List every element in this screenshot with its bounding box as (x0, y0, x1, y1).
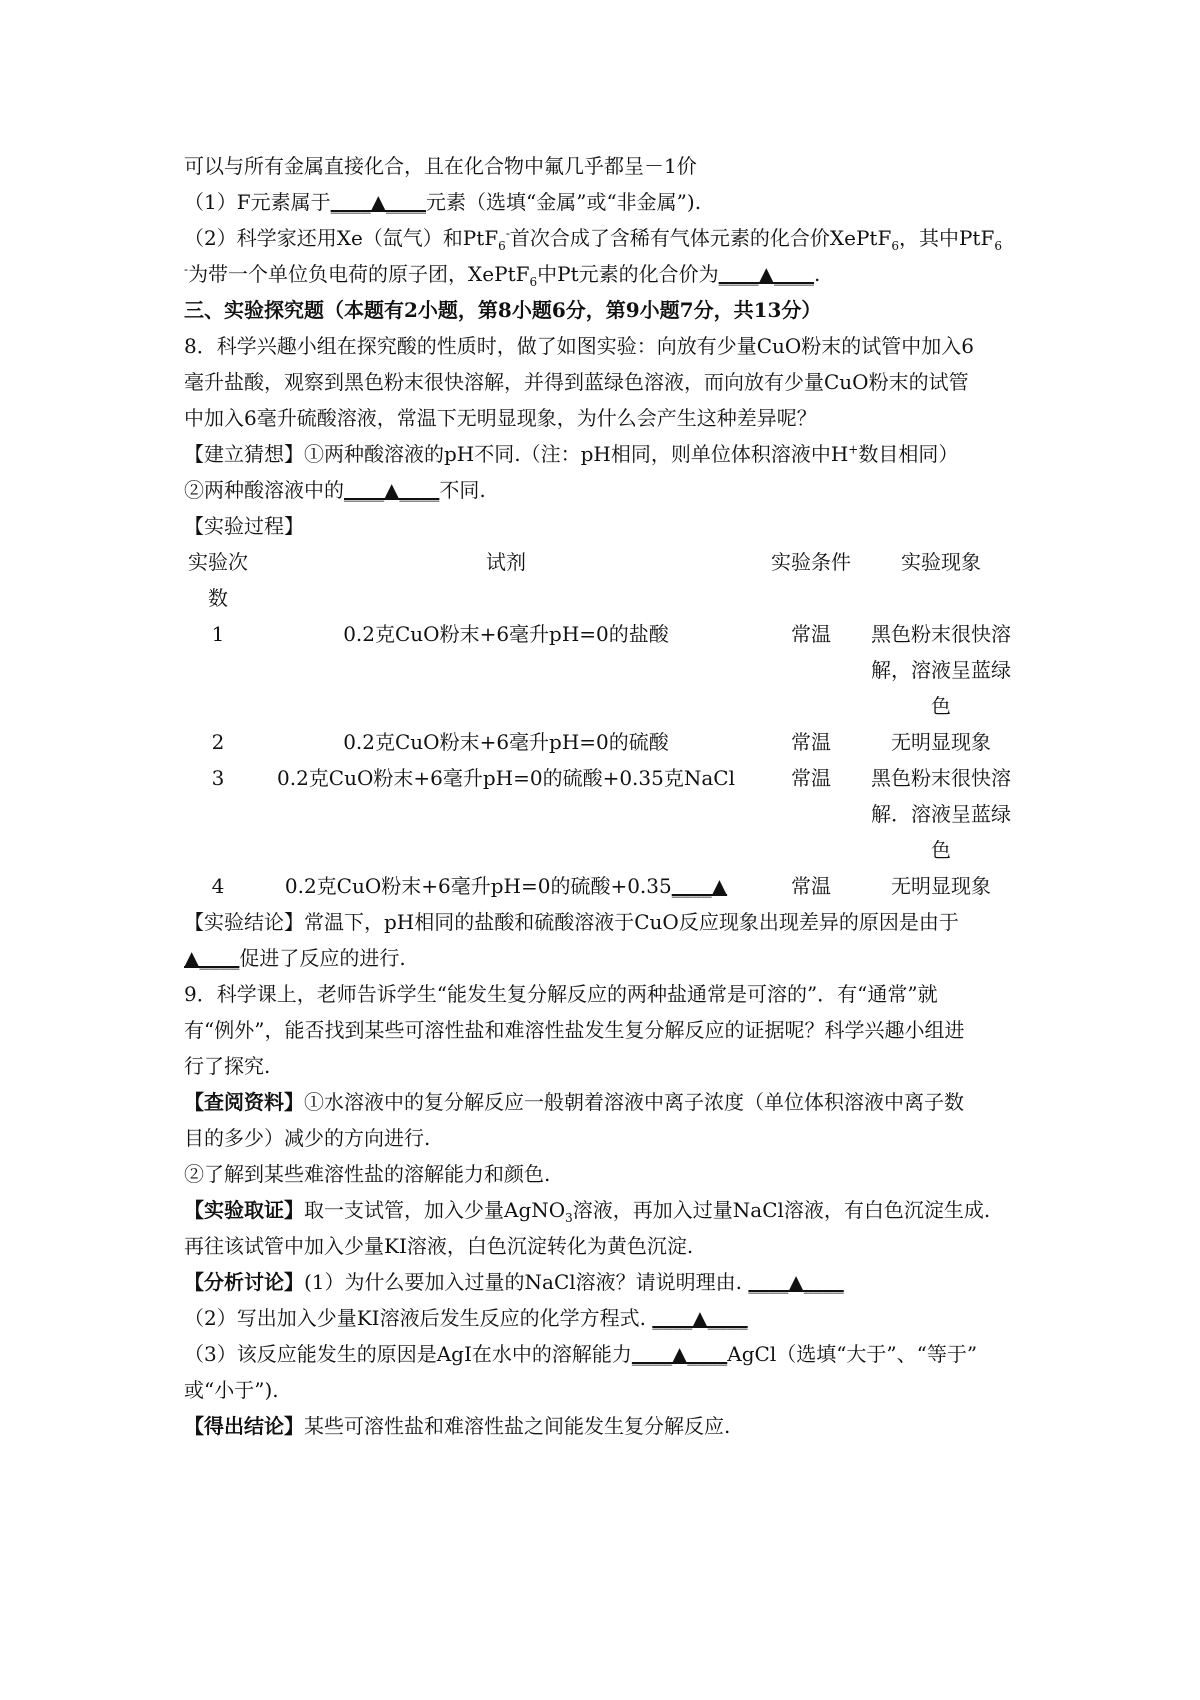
discussion-line (184, 1300, 1024, 1336)
text-span: ②两种酸溶液中的 (184, 478, 344, 502)
observation-line: 色 (931, 694, 951, 718)
reagent-cell: 0.2克CuO粉末+6毫升pH=0的硫酸+0.35克NaCl (276, 766, 735, 790)
observation-cell (866, 616, 1016, 724)
table-row (180, 724, 1016, 760)
reference-line: 目的多少）减少的方向进行. (184, 1126, 431, 1150)
table-row (180, 760, 1016, 868)
text-span: 促进了反应的进行. (239, 946, 406, 970)
subscript: 6 (529, 275, 538, 289)
question-9-intro: 有“例外”，能否找到某些可溶性盐和难溶性盐发生复分解反应的证据呢？科学兴趣小组进 (184, 1018, 965, 1042)
conclusion-line (184, 940, 1024, 976)
text-span: 0.2克CuO粉末+6毫升pH=0的硫酸+0.35 (284, 874, 672, 898)
header-cell: 实验现象 (901, 550, 981, 574)
table-header-row (180, 544, 1016, 616)
section-label: 【分析讨论】 (184, 1270, 304, 1294)
observation-cell (866, 760, 1016, 868)
question-8-intro: 毫升盐酸，观察到黑色粉末很快溶解，并得到蓝绿色溶液，而向放有少量CuO粉末的试管 (184, 370, 969, 394)
subscript: 6 (994, 239, 1002, 253)
superscript: + (848, 442, 859, 457)
section-heading: 三、实验探究题（本题有2小题，第8小题6分，第9小题7分，共13分） (184, 298, 822, 322)
question-8-intro: 中加入6毫升硫酸溶液，常温下无明显现象，为什么会产生这种差异呢？ (184, 406, 817, 430)
observation-cell: 无明显现象 (891, 730, 991, 754)
condition-cell: 常温 (791, 622, 831, 646)
text-span: 元素（选填“金属”或“非金属”). (426, 190, 702, 214)
superscript: - (184, 262, 189, 277)
experiment-line: 再往该试管中加入少量KI溶液，白色沉淀转化为黄色沉淀. (184, 1234, 694, 1258)
section-label: 【得出结论】 (184, 1414, 304, 1438)
superscript: - (505, 226, 510, 241)
row-number: 4 (211, 874, 225, 898)
discussion-line (184, 1264, 1024, 1300)
text-span: （2）科学家还用Xe（氙气）和PtF (184, 226, 499, 250)
answer-blank: ▲____ (184, 946, 240, 970)
observation-cell: 无明显现象 (891, 874, 991, 898)
text-span: 中Pt元素的化合价为 (537, 262, 719, 286)
question-8-intro: 8．科学兴趣小组在探究酸的性质时，做了如图实验：向放有少量CuO粉末的试管中加入6 (184, 334, 975, 358)
row-number: 1 (211, 622, 225, 646)
question-9-intro: 9．科学课上，老师告诉学生“能发生复分解反应的两种盐通常是可溶的”．有“通常”就 (184, 982, 938, 1006)
answer-blank: ____▲____ (748, 1270, 844, 1294)
experiment-line (184, 1192, 1024, 1228)
text-span: 不同. (439, 478, 486, 502)
text-span: ，其中PtF (898, 226, 995, 250)
header-cell (180, 544, 256, 616)
text-span: （2）写出加入少量KI溶液后发生反应的化学方程式. (184, 1306, 646, 1330)
text-span: （1）F元素属于 (184, 190, 331, 214)
document-page (184, 148, 1024, 1444)
observation-line: 黑色粉末很快溶 (871, 622, 1011, 646)
text-span: AgCl（选填“大于”、“等于” (727, 1342, 978, 1366)
question-7-2-line-2 (184, 256, 1024, 292)
condition-cell: 常温 (791, 730, 831, 754)
observation-line: 色 (931, 838, 951, 862)
observation-line: 解，溶液呈蓝绿 (871, 658, 1011, 682)
subscript: 6 (498, 239, 506, 253)
text-span: 取一支试管，加入少量AgNO (304, 1198, 566, 1222)
text-span: . (814, 262, 821, 286)
header-line: 实验次 (188, 550, 248, 574)
text-span: ①水溶液中的复分解反应一般朝着溶液中离子浓度（单位体积溶液中离子数 (304, 1090, 964, 1114)
subscript: 3 (565, 1211, 573, 1225)
text-span: 溶液，再加入过量NaCl溶液，有白色沉淀生成. (572, 1198, 991, 1222)
answer-blank: ____▲____ (718, 262, 815, 286)
text-span: （3）该反应能发生的原因是AgI在水中的溶解能力 (184, 1342, 632, 1366)
text-line: 可以与所有金属直接化合，且在化合物中氟几乎都呈－1价 (184, 154, 697, 178)
hypothesis-2 (184, 472, 1024, 508)
header-cell: 试剂 (486, 550, 526, 574)
row-number: 2 (211, 730, 225, 754)
hypothesis-1 (184, 436, 1024, 472)
answer-blank: ____▲____ (652, 1306, 748, 1330)
discussion-line: 或“小于”). (184, 1378, 279, 1402)
subscript: 6 (891, 239, 899, 253)
table-row (180, 616, 1016, 724)
reference-line (184, 1084, 1024, 1120)
answer-blank: ____▲____ (330, 190, 426, 214)
header-cell: 实验条件 (771, 550, 851, 574)
answer-blank: ____▲____ (631, 1342, 728, 1366)
reagent-cell (256, 868, 756, 904)
answer-blank: ____▲ (671, 874, 728, 898)
text-span: (1）为什么要加入过量的NaCl溶液？请说明理由. (304, 1270, 743, 1294)
experiment-table (180, 544, 1016, 904)
table-row (180, 868, 1016, 904)
conclusion-line: 【实验结论】常温下，pH相同的盐酸和硫酸溶液于CuO反应现象出现差异的原因是由于 (184, 910, 959, 934)
text-span: 为带一个单位负电荷的原子团，XePtF (188, 262, 530, 286)
row-number: 3 (211, 766, 225, 790)
answer-blank: ____▲____ (344, 478, 440, 502)
reagent-cell: 0.2克CuO粉末+6毫升pH=0的硫酸 (343, 730, 669, 754)
text-span: 【建立猜想】①两种酸溶液的pH不同.（注：pH相同，则单位体积溶液中H (184, 442, 849, 466)
process-label: 【实验过程】 (184, 514, 304, 538)
question-7-1 (184, 184, 1024, 220)
condition-cell: 常温 (791, 874, 831, 898)
observation-line: 黑色粉末很快溶 (871, 766, 1011, 790)
question-9-intro: 行了探究. (184, 1054, 271, 1078)
discussion-line (184, 1336, 1024, 1372)
question-7-2-line-1 (184, 220, 1024, 256)
observation-line: 解．溶液呈蓝绿 (871, 802, 1011, 826)
section-label: 【实验取证】 (184, 1198, 304, 1222)
condition-cell: 常温 (791, 766, 831, 790)
text-span: 首次合成了含稀有气体元素的化合价XePtF (509, 226, 892, 250)
reagent-cell: 0.2克CuO粉末+6毫升pH=0的盐酸 (343, 622, 669, 646)
section-label: 【查阅资料】 (184, 1090, 304, 1114)
text-span: 某些可溶性盐和难溶性盐之间能发生复分解反应. (304, 1414, 731, 1438)
text-span: 数目相同） (858, 442, 959, 466)
header-line: 数 (208, 586, 228, 610)
reference-line: ②了解到某些难溶性盐的溶解能力和颜色. (184, 1162, 551, 1186)
final-conclusion (184, 1408, 1024, 1444)
